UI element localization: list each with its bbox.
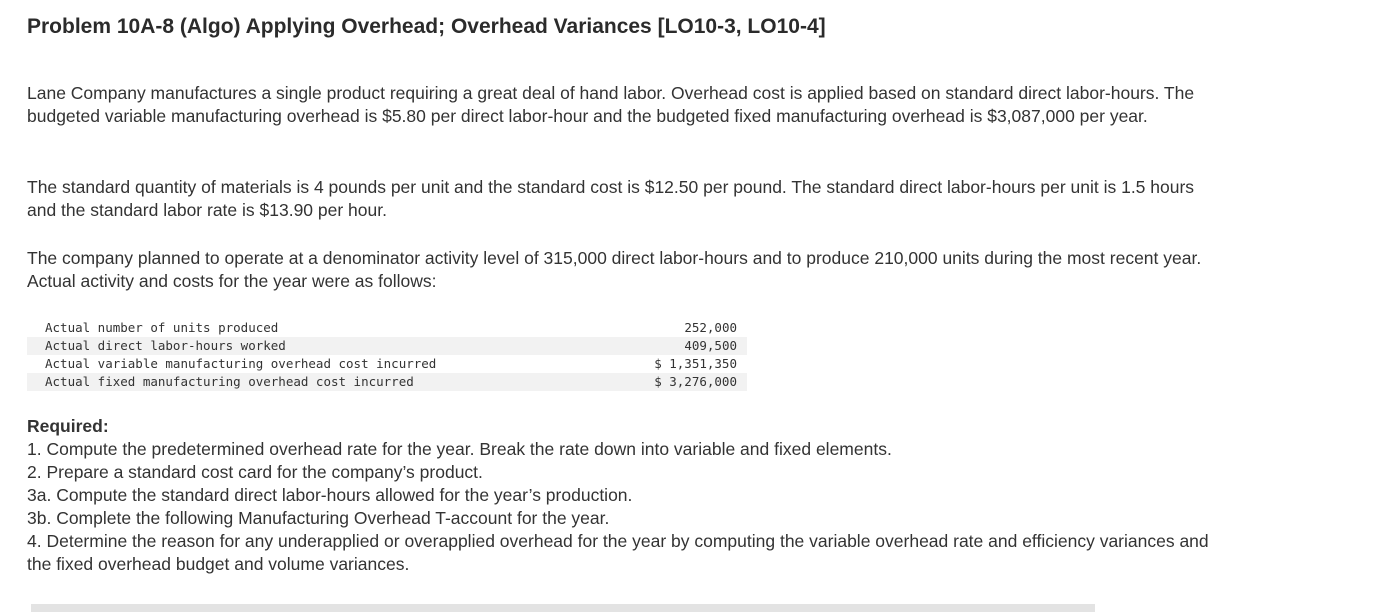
answer-panel-edge (31, 604, 1095, 612)
required-heading: Required: (27, 416, 109, 436)
activity-paragraph: The company planned to operate at a denominator activity level of 315,000 direct labor-hours and to produce 210,000 units during the most recent year. Actual activity and costs for the year were as follows: (27, 248, 1202, 291)
row-value: $ 1,351,350 (654, 356, 737, 371)
table-row (27, 355, 747, 373)
required-item: 4. Determine the reason for any underapplied or overapplied overhead for the year by computing the variable overhead rate and efficiency variances and the fixed overhead budget and volume variances. (27, 531, 1209, 574)
table-row (27, 373, 747, 391)
row-value: 252,000 (684, 320, 737, 335)
intro-paragraph: Lane Company manufactures a single product requiring a great deal of hand labor. Overhead cost is applied based on standard direct labor-hours. The budgeted variable manufacturing overhead is $5.80 per direct labor-hour and the budgeted fixed manufacturing overhead is $3,087,000 per year. (27, 83, 1195, 126)
required-item: 3b. Complete the following Manufacturing Overhead T-account for the year. (27, 508, 610, 528)
standards-paragraph: The standard quantity of materials is 4 pounds per unit and the standard cost is $12.50 per pound. The standard direct labor-hours per unit is 1.5 hours and the standard labor rate is $13.90 per hour. (27, 177, 1195, 220)
row-label: Actual variable manufacturing overhead cost incurred (45, 356, 437, 371)
actuals-table (27, 319, 747, 391)
row-label: Actual number of units produced (45, 320, 279, 335)
required-item: 3a. Compute the standard direct labor-hours allowed for the year’s production. (27, 485, 633, 505)
table-row (27, 319, 747, 337)
row-label: Actual fixed manufacturing overhead cost incurred (27, 373, 637, 391)
row-value: $ 3,276,000 (637, 373, 747, 391)
row-value: 409,500 (637, 337, 747, 355)
problem-title: Problem 10A-8 (Algo) Applying Overhead; Overhead Variances [LO10-3, LO10-4] (27, 15, 826, 38)
table-row (27, 337, 747, 355)
required-item: 1. Compute the predetermined overhead rate for the year. Break the rate down into variable and fixed elements. (27, 439, 892, 459)
required-item: 2. Prepare a standard cost card for the company’s product. (27, 462, 483, 482)
row-label: Actual direct labor-hours worked (27, 337, 637, 355)
required-section (27, 415, 1217, 576)
